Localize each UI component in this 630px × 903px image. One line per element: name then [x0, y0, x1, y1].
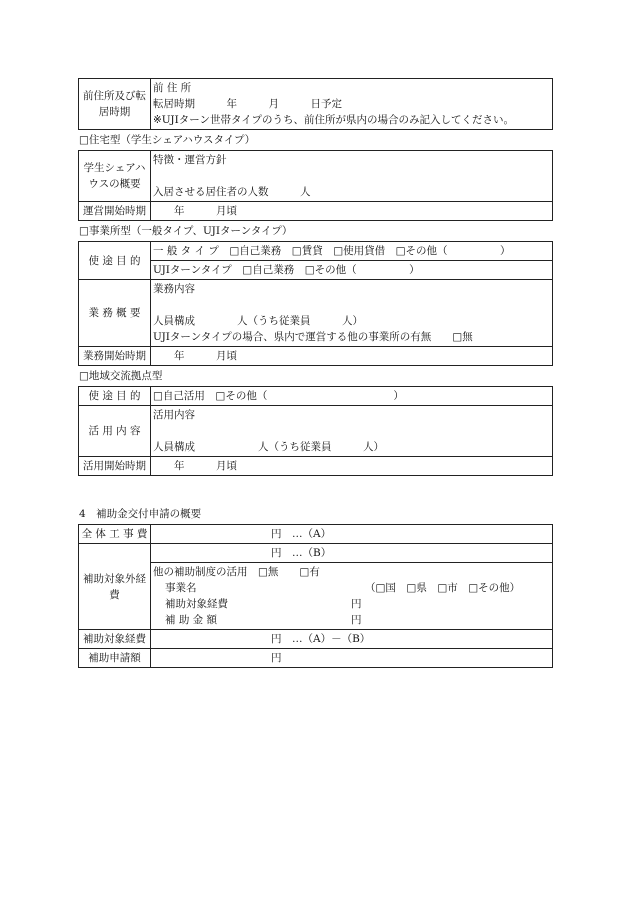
office-type-heading: □事業所型（一般タイプ、UJIターンタイプ）: [79, 225, 293, 237]
total-cost-unit: 円 …（A）: [271, 528, 332, 540]
apply-amount-label: 補助申請額: [79, 649, 151, 668]
target-cost-unit: 円 …（A）－（B）: [271, 633, 371, 645]
operation-start-value: 年 月頃: [151, 202, 553, 221]
other-target-cost-label: 補助対象経費: [165, 598, 228, 610]
uji-other-office-field: UJIターンタイプの場合、県内で運営する他の事業所の有無 □無: [153, 331, 473, 343]
share-house-overview-cell: [151, 151, 553, 202]
total-cost-label: 全 体 工 事 費: [79, 525, 151, 544]
target-cost-row: [153, 596, 550, 612]
operation-start-label: 運営開始時期: [79, 202, 151, 221]
housing-type-table: [78, 150, 553, 221]
usage-content-field: 活用内容: [153, 409, 195, 421]
excluded-cost-value: [151, 544, 553, 563]
hub-staff-field: 人員構成 人（うち従業員 人）: [153, 441, 384, 453]
housing-type-heading: □住宅型（学生シェアハウスタイプ）: [79, 134, 256, 146]
target-cost-value: [151, 630, 553, 649]
previous-address-field: 前 住 所: [153, 82, 192, 94]
other-subsidy-amount-label: 補 助 金 額: [165, 614, 218, 626]
general-type-purpose: 一 般 タ イ プ □自己業務 □賃貸 □使用貸借 □その他（ ）: [151, 242, 553, 261]
business-overview-label: 業 務 概 要: [79, 280, 151, 347]
office-staff-field: 人員構成 人（うち従業員 人）: [153, 315, 363, 327]
usage-content-cell: [151, 406, 553, 457]
community-hub-table: [78, 386, 553, 476]
excluded-cost-label: 補助対象外経費: [79, 544, 151, 630]
community-hub-heading: □地域交流拠点型: [79, 370, 163, 382]
other-target-cost-unit: 円: [351, 598, 362, 610]
share-house-overview-label: 学生シェアハウスの概要: [79, 151, 151, 202]
hub-purpose-label: 使 途 目 的: [79, 387, 151, 406]
business-overview-cell: [151, 280, 553, 347]
business-content-field: 業務内容: [153, 283, 195, 295]
subsidy-amount-row: [153, 612, 550, 628]
usage-content-label: 活 用 内 容: [79, 406, 151, 457]
target-cost-label: 補助対象経費: [79, 630, 151, 649]
usage-start-label: 活用開始時期: [79, 457, 151, 476]
excluded-cost-unit: 円 …（B）: [271, 547, 332, 559]
office-type-table: [78, 241, 553, 366]
hub-purpose-value: □自己活用 □その他（ ）: [151, 387, 553, 406]
previous-address-table: [78, 78, 553, 130]
other-subsidy-cell: [151, 563, 553, 630]
apply-amount-unit: 円: [271, 652, 282, 664]
other-subsidy-amount-unit: 円: [351, 614, 362, 626]
previous-address-cell: [151, 79, 553, 130]
business-start-value: 年 月頃: [151, 347, 553, 366]
business-start-label: 業務開始時期: [79, 347, 151, 366]
subsidy-summary-table: [78, 524, 553, 668]
project-name-field: 事業名: [165, 582, 197, 594]
project-scope-field: （□国 □県 □市 □その他）: [365, 582, 521, 594]
previous-address-note: ※UJIターン世帯タイプのうち、前住所が県内の場合のみ記入してください。: [153, 114, 514, 126]
apply-amount-value: [151, 649, 553, 668]
operating-policy-field: 特徴・運営方針: [153, 154, 227, 166]
application-form: [78, 78, 553, 668]
move-date-field: 転居時期 年 月 日予定: [153, 98, 342, 110]
uji-type-purpose: UJIターンタイプ □自己業務 □その他（ ）: [151, 261, 553, 280]
other-subsidy-field: 他の補助制度の活用 □無 □有: [153, 566, 320, 578]
project-name-row: [153, 580, 550, 596]
total-cost-value: [151, 525, 553, 544]
resident-count-field: 入居させる居住者の人数 人: [153, 186, 311, 198]
office-purpose-label: 使 途 目 的: [79, 242, 151, 280]
previous-address-label: 前住所及び転居時期: [79, 79, 151, 130]
usage-start-value: 年 月頃: [151, 457, 553, 476]
subsidy-summary-heading: 4 補助金交付申請の概要: [79, 508, 202, 520]
